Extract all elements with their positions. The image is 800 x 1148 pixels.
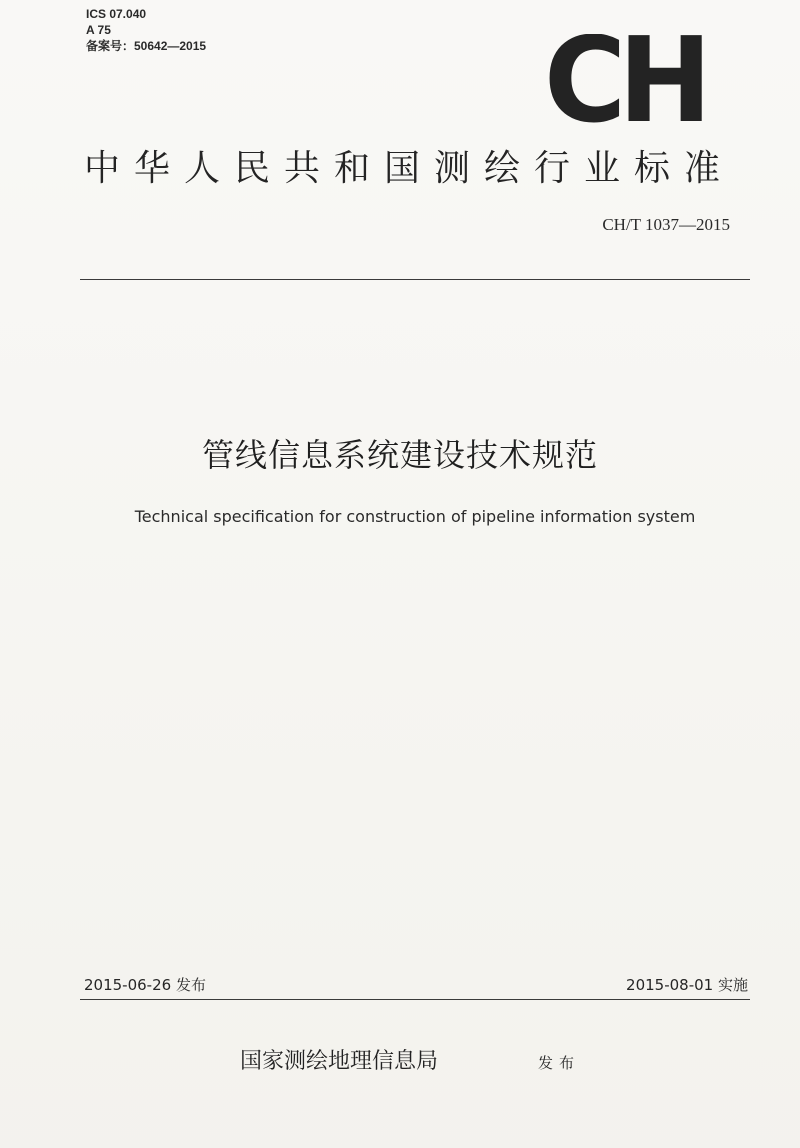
publisher-suffix: 发布 [538, 1054, 581, 1072]
document-title-en: Technical specification for construction of pipeline information system [134, 507, 696, 526]
filing-number: 备案号：50642—2015 [86, 39, 207, 53]
document-title-cn: 管线信息系统建设技术规范 [201, 436, 598, 474]
standard-number: CH/T 1037—2015 [602, 215, 730, 234]
header-divider [80, 279, 750, 280]
ics-code: ICS 07.040 [86, 7, 147, 21]
ch-logo: CH [544, 34, 704, 129]
effective-date: 2015-08-01 实施 [626, 976, 748, 994]
issue-date: 2015-06-26 发布 [84, 976, 206, 994]
class-code: A 75 [86, 23, 111, 37]
classification-block [86, 6, 206, 54]
footer-divider [80, 999, 750, 1000]
publisher-name: 国家测绘地理信息局 [240, 1049, 439, 1074]
standard-title: 中华人民共和国测绘行业标准 [84, 148, 735, 189]
